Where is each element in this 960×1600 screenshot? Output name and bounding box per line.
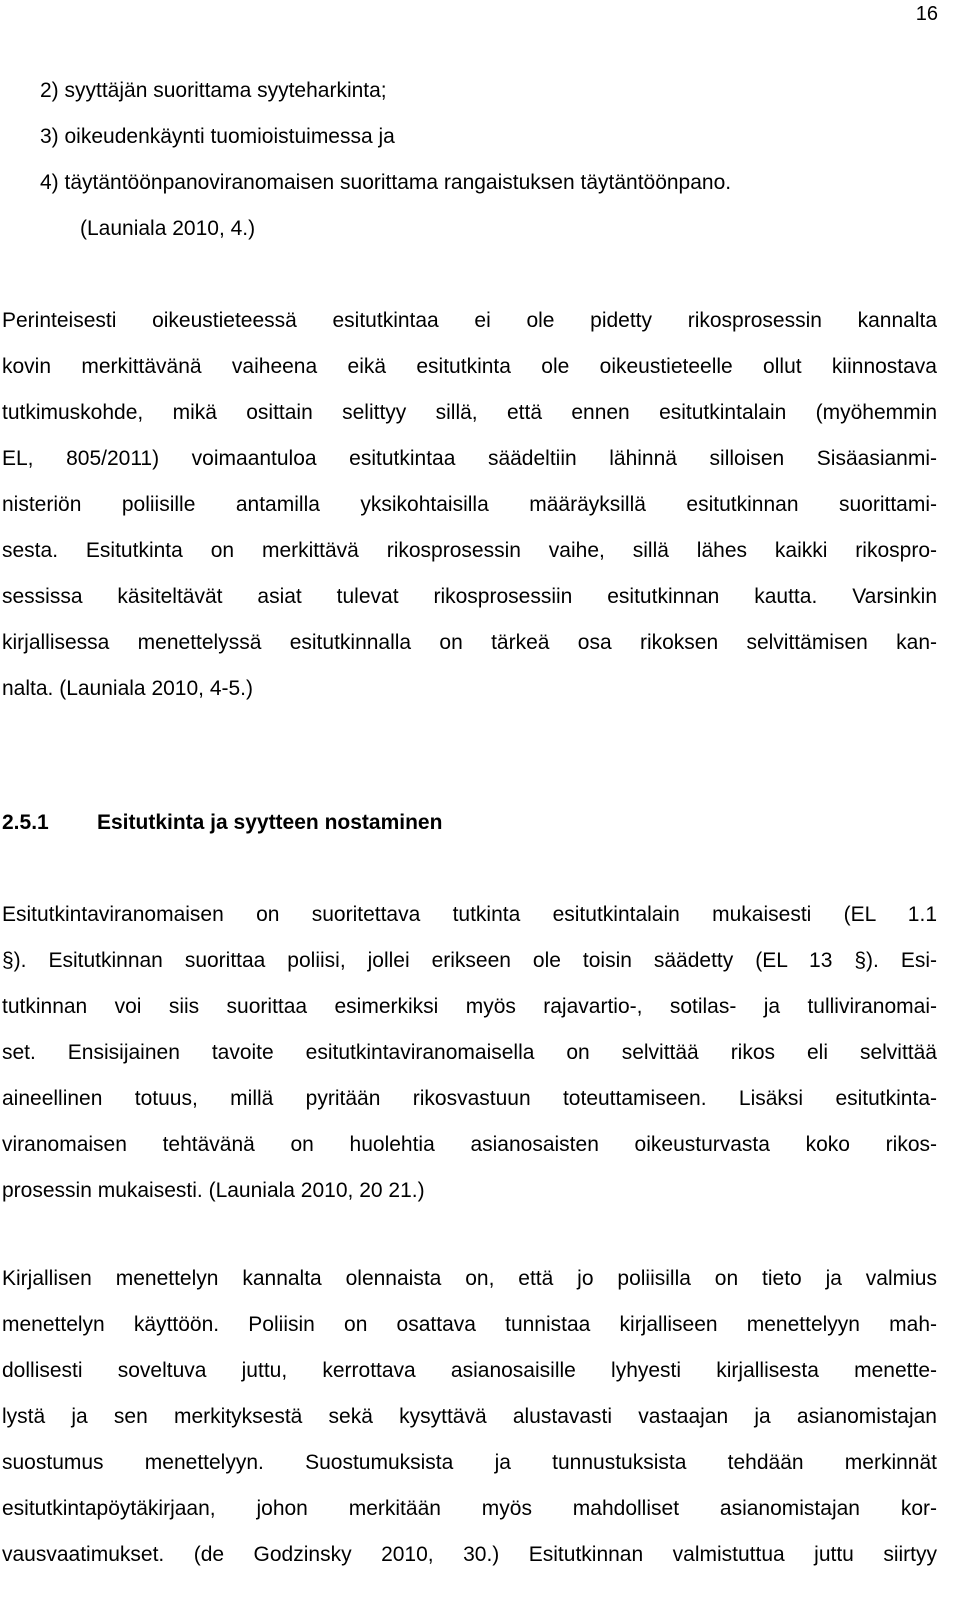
- text-line: aineellinen totuus, millä pyritään rikosvastuun toteuttamiseen. Lisäksi esitutkinta-: [2, 1087, 937, 1110]
- section-title: Esitutkinta ja syytteen nostaminen: [97, 811, 443, 834]
- section-number: 2.5.1: [2, 811, 49, 834]
- text-line: lystä ja sen merkityksestä sekä kysyttävä alustavasti vastaajan ja asianomistajan: [2, 1405, 937, 1428]
- text-line: sessissa käsiteltävät asiat tulevat rikosprosessiin esitutkinnan kautta. Varsinkin: [2, 585, 937, 608]
- text-line: set. Ensisijainen tavoite esitutkintaviranomaisella on selvittää rikos eli selvittää: [2, 1041, 937, 1064]
- list-citation: (Launiala 2010, 4.): [80, 217, 256, 240]
- text-line: §). Esitutkinnan suorittaa poliisi, jollei erikseen ole toisin säädetty (EL 13 §). Esi-: [2, 949, 937, 972]
- text-line: sesta. Esitutkinta on merkittävä rikosprosessin vaihe, sillä lähes kaikki rikospro-: [2, 539, 937, 562]
- text-line: Kirjallisen menettelyn kannalta olennaista on, että jo poliisilla on tieto ja valmius: [2, 1267, 937, 1290]
- text-line: tutkinnan voi siis suorittaa esimerkiksi myös rajavartio-, sotilas- ja tulliviranomai-: [2, 995, 937, 1018]
- text-line: kirjallisessa menettelyssä esitutkinnalla on tärkeä osa rikoksen selvittämisen kan-: [2, 631, 937, 654]
- text-line: nalta. (Launiala 2010, 4-5.): [2, 677, 254, 700]
- text-line: esitutkintapöytäkirjaan, johon merkitään myös mahdolliset asianomistajan kor-: [2, 1497, 937, 1520]
- list-item: 3) oikeudenkäynti tuomioistuimessa ja: [40, 125, 395, 148]
- text-line: suostumus menettelyyn. Suostumuksista ja tunnustuksista tehdään merkinnät: [2, 1451, 937, 1474]
- text-line: Esitutkintaviranomaisen on suoritettava tutkinta esitutkintalain mukaisesti (EL 1.1: [2, 903, 937, 926]
- section-heading: [2, 808, 442, 838]
- text-line: prosessin mukaisesti. (Launiala 2010, 20 21.): [2, 1179, 425, 1202]
- text-line: kovin merkittävänä vaiheena eikä esitutkinta ole oikeustieteelle ollut kiinnostava: [2, 355, 937, 378]
- text-line: dollisesti soveltuva juttu, kerrottava asianosaisille lyhyesti kirjallisesta menette-: [2, 1359, 937, 1382]
- text-line: menettelyn käyttöön. Poliisin on osattava tunnistaa kirjalliseen menettelyyn mah-: [2, 1313, 937, 1336]
- list-item: 2) syyttäjän suorittama syyteharkinta;: [40, 79, 387, 102]
- list-item: 4) täytäntöönpanoviranomaisen suorittama rangaistuksen täytäntöönpano.: [40, 171, 732, 194]
- text-line: vausvaatimukset. (de Godzinsky 2010, 30.) Esitutkinnan valmistuttua juttu siirtyy: [2, 1543, 937, 1566]
- text-line: nisteriön poliisille antamilla yksikohtaisilla määräyksillä esitutkinnan suorittami-: [2, 493, 937, 516]
- text-line: EL, 805/2011) voimaantuloa esitutkintaa säädeltiin lähinnä silloisen Sisäasianmi-: [2, 447, 937, 470]
- text-line: tutkimuskohde, mikä osittain selittyy sillä, että ennen esitutkintalain (myöhemmin: [2, 401, 937, 424]
- text-line: Perinteisesti oikeustieteessä esitutkintaa ei ole pidetty rikosprosessin kannalta: [2, 309, 937, 332]
- text-line: viranomaisen tehtävänä on huolehtia asianosaisten oikeusturvasta koko rikos-: [2, 1133, 937, 1156]
- page-number: 16: [915, 3, 938, 25]
